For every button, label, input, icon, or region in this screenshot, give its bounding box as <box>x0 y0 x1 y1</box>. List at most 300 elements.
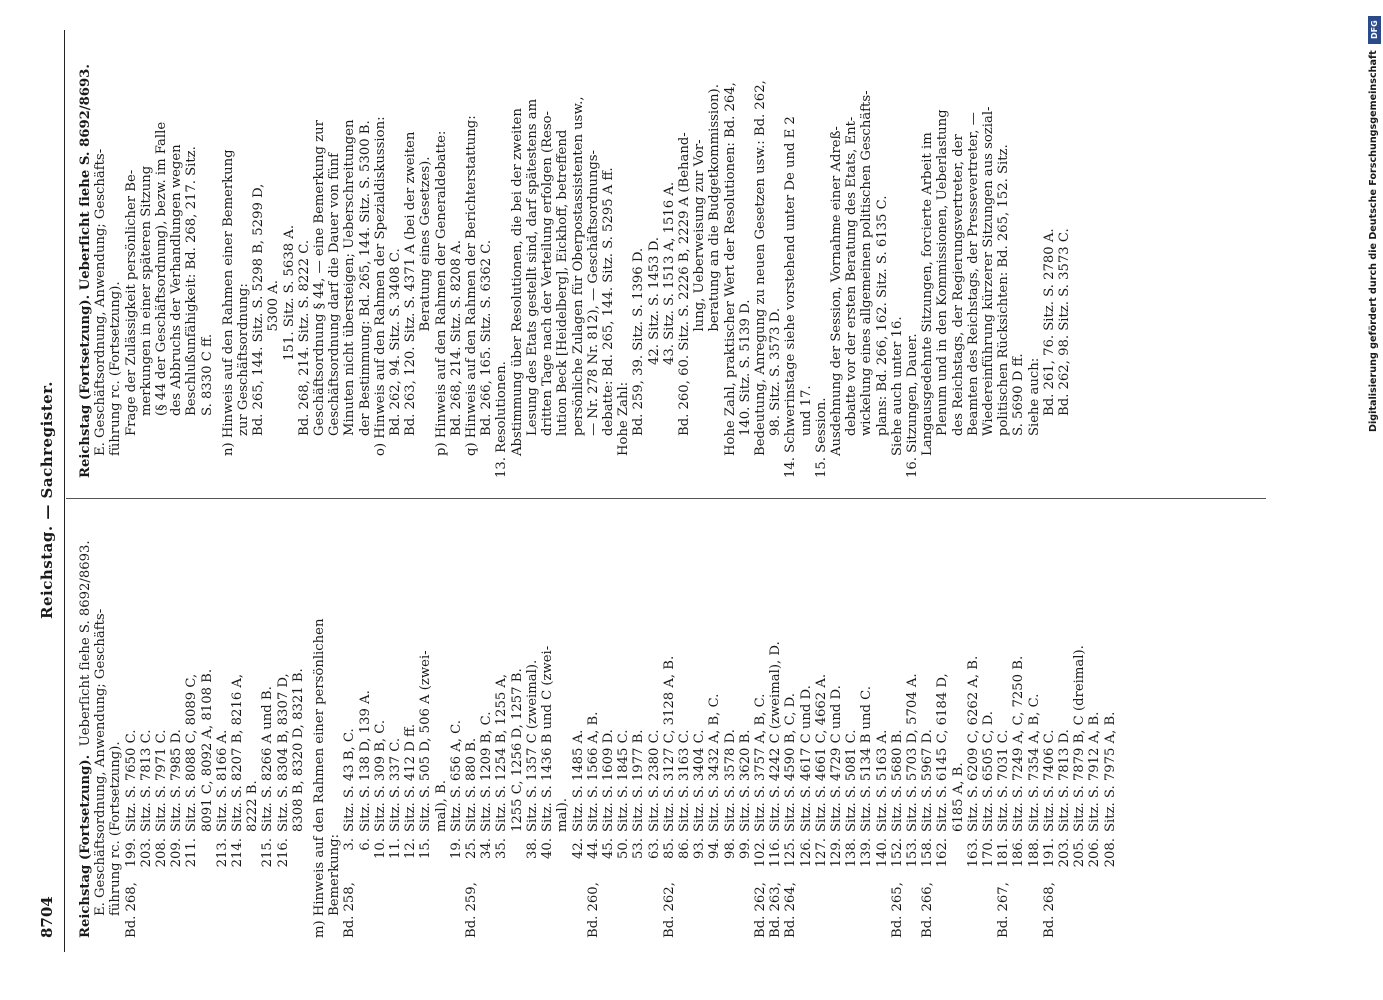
text-line: 5300 A. <box>266 280 282 386</box>
entry-ref: Sitz. S. 1357 C (zweimal). <box>524 659 540 832</box>
text-line: Siehe auch unter 16. <box>889 316 905 456</box>
text-line: 42. Sitz. S. 1453 D. <box>646 236 662 386</box>
entry-bd <box>373 874 388 938</box>
index-entry <box>814 518 829 938</box>
col2-heading-3: führung rc. (Fortsetzung). <box>108 281 124 456</box>
entry-ref: Sitz. S. 1209 B, C. <box>479 711 495 832</box>
index-entry <box>200 518 215 938</box>
index-entry <box>373 518 388 938</box>
index-entry <box>890 518 905 938</box>
entry-nr: 40. <box>540 838 556 859</box>
index-entry <box>494 518 509 938</box>
index-entry <box>388 518 403 938</box>
entry-ref: Sitz. S. 3578 D. <box>722 729 738 832</box>
page-number: 8704 <box>38 896 56 938</box>
entry-bd <box>631 874 646 938</box>
text-line: o) Hinweis auf den Rahmen der Spezialdiskussion: <box>372 116 388 456</box>
index-entry <box>276 518 291 938</box>
entry-ref: Sitz. S. 337 C. <box>388 737 404 832</box>
entry-bd <box>291 874 306 938</box>
entry-nr: 203. <box>1057 838 1072 868</box>
index-entry <box>935 518 950 938</box>
entry-bd <box>494 874 509 938</box>
entry-nr: 152. <box>889 838 905 868</box>
entry-nr: 126. <box>798 838 814 868</box>
entry-bd <box>935 874 950 938</box>
entry-ref: 6185 A, B. <box>950 762 966 832</box>
entry-nr: 138. <box>844 838 860 868</box>
index-entry <box>342 518 357 938</box>
index-entry <box>449 518 464 938</box>
entry-nr: 50. <box>616 838 632 859</box>
index-entry <box>1087 518 1102 938</box>
entry-nr: 86. <box>676 838 692 859</box>
index-entry <box>1042 518 1057 938</box>
entry-ref: Sitz. S. 7985 D. <box>169 729 185 832</box>
entry-nr: 153. <box>904 838 920 868</box>
text-line: 15. Session. <box>813 397 829 478</box>
text-line: Hohe Zahl: <box>616 381 632 456</box>
entry-nr: 12. <box>403 838 419 859</box>
entry-nr: 186. <box>1011 838 1027 868</box>
index-entry <box>418 518 433 938</box>
entry-bd: Bd. 260, <box>585 882 601 938</box>
entry-bd: Bd. 262, <box>661 882 677 938</box>
col1-heading-1: Reichstag (Fortsetzung). Ueberſicht ſiehe S. 8692/8693. <box>78 540 93 938</box>
entry-nr <box>951 832 966 874</box>
entry-ref: Sitz. S. 6209 C, 6262 A, B. <box>965 655 981 832</box>
entry-ref: 8222 B. <box>245 780 261 832</box>
entry-nr: 163. <box>965 838 981 868</box>
entry-bd <box>358 874 373 938</box>
index-entry <box>403 518 418 938</box>
entry-ref: Sitz. S. 1566 A, B. <box>585 711 601 832</box>
entry-nr: 162. <box>935 838 951 868</box>
entries-a <box>124 518 306 938</box>
entry-ref: Sitz. S. 505 D, 506 A (zwei- <box>418 650 434 832</box>
col2-heading-2: E. Geschäftsordnung, Anwendung; Geschäfts- <box>93 148 109 456</box>
text-line: der Bestimmung: Bd. 265, 144. Sitz. S. 5300 B. <box>357 120 373 436</box>
text-line: Abstimmung über Resolutionen, die bei der zweiten <box>509 108 525 456</box>
index-entry <box>215 518 230 938</box>
text-line: Bd. 266, 165. Sitz. S. 6362 C. <box>479 239 495 436</box>
text-line: lution Beck [Heidelberg], Eickhoff, betreffend <box>555 129 571 436</box>
text-line: Bd. 262, 98. Sitz. S. 3573 C. <box>1057 228 1072 416</box>
text-line: 13. Resolutionen. <box>494 361 510 478</box>
entry-nr: 116. <box>768 838 784 868</box>
index-entry <box>434 518 449 938</box>
entry-bd <box>418 874 433 938</box>
text-line: Lesung des Etats gestellt sind, darf spätestens am <box>524 98 540 436</box>
index-entry <box>139 518 154 938</box>
text-line: Frage der Zulässigkeit persönlicher Be- <box>123 169 139 436</box>
entry-nr: 6. <box>357 838 373 851</box>
entry-bd <box>601 874 616 938</box>
index-entry <box>920 518 935 938</box>
entry-ref: Sitz. S. 5134 B und C. <box>859 686 875 832</box>
text-line: 43. Sitz. S. 1513 A, 1516 A. <box>661 181 677 386</box>
index-entry <box>555 518 570 938</box>
entry-bd: Bd. 265, <box>889 882 905 938</box>
entry-ref: mal). <box>555 798 571 832</box>
index-entry <box>996 518 1011 938</box>
text-line: Bd. 260, 60. Sitz. S. 2226 B, 2229 A (Behand- <box>676 132 692 436</box>
entry-bd: Bd. 263, <box>768 882 784 938</box>
header-rule <box>64 30 65 952</box>
entry-bd: Bd. 268, <box>123 882 139 938</box>
index-entry <box>184 518 199 938</box>
entry-ref: Sitz. S. 7249 A, C, 7250 B. <box>1011 655 1027 832</box>
entry-bd <box>571 874 586 938</box>
entry-nr: 140. <box>874 838 890 868</box>
text-line: Beamten des Reichstags, der Pressevertreter, — <box>965 112 981 436</box>
text-line: debatte: Bd. 265, 144. Sitz. S. 5295 A ff. <box>600 167 616 436</box>
entry-nr: 208. <box>1102 838 1118 868</box>
entry-bd: Bd. 258, <box>342 882 358 938</box>
text-line: Beschlußunfähigkeit: Bd. 268, 217. Sitz. <box>184 146 200 416</box>
entry-nr: 208. <box>154 838 170 868</box>
entry-nr <box>291 832 306 874</box>
col2-heading-1: Reichstag (Fortsetzung). Ueberſicht ſiehe S. 8692/8693. <box>78 64 93 478</box>
text-line: 14. Schwerinstage siehe vorstehend unter De und E 2 <box>783 116 799 478</box>
entry-nr: 44. <box>585 838 601 859</box>
entry-nr <box>245 832 260 874</box>
text-line: 98. Sitz. S. 3573 D. <box>768 307 784 436</box>
entry-ref: Sitz. S. 1254 B, 1255 A, <box>494 673 510 832</box>
text-line: politischen Rücksichten: Bd. 265, 152. Sitz. <box>996 144 1012 436</box>
entry-ref: Sitz. S. 309 B, C. <box>372 719 388 832</box>
entry-nr: 11. <box>388 838 404 859</box>
entry-bd <box>1011 874 1026 938</box>
entry-bd <box>814 874 829 938</box>
entry-ref: Sitz. S. 4729 C und D. <box>828 685 844 832</box>
entry-bd <box>525 874 540 938</box>
entry-bd <box>540 874 555 938</box>
text-line: beratung an die Budgetkommission). <box>707 84 723 386</box>
text-line: Siehe auch: <box>1026 357 1042 436</box>
entry-ref: mal), B. <box>433 780 449 832</box>
text-line: Beratung eines Gesetzes). <box>418 156 434 386</box>
entry-nr: 199. <box>123 838 139 868</box>
entry-ref: Sitz. S. 8266 A und B. <box>260 686 276 832</box>
page-header <box>40 0 66 1000</box>
text-line: Bd. 259, 39. Sitz. S. 1396 D. <box>631 247 647 436</box>
left-column <box>78 518 1118 938</box>
text-line: Bd. 268, 214. Sitz. S. 8222 C. <box>296 239 312 436</box>
index-entry <box>905 518 920 938</box>
entry-ref: Sitz. S. 7975 A, B. <box>1102 711 1118 832</box>
entry-nr: 127. <box>813 838 829 868</box>
text-line: dritten Tage nach der Verteilung erfolgen (Reso- <box>540 111 556 436</box>
entry-nr: 170. <box>980 838 996 868</box>
index-entry <box>799 518 814 938</box>
entry-ref: Sitz. S. 5967 D. <box>920 729 936 832</box>
entry-bd <box>616 874 631 938</box>
index-entry <box>859 518 874 938</box>
col1-heading-3: führung rc. (Fortsetzung). <box>108 741 124 916</box>
entry-ref: Sitz. S. 4242 C (zweimal), D. <box>768 641 784 832</box>
entry-nr: 42. <box>570 838 586 859</box>
entry-ref: Sitz. S. 1977 B. <box>631 729 647 832</box>
entry-nr: 15. <box>418 838 434 859</box>
entry-ref: Sitz. S. 8088 C, 8089 C, <box>184 673 200 832</box>
entry-nr: 102. <box>752 838 768 868</box>
entry-bd <box>184 874 199 938</box>
index-entry <box>260 518 275 938</box>
index-entry <box>707 518 722 938</box>
entry-bd <box>200 874 215 938</box>
text-line: Ausdehnung der Session, Vornahme einer Adreß- <box>828 126 844 456</box>
entry-nr <box>434 832 449 874</box>
entry-bd <box>479 874 494 938</box>
entry-ref: Sitz. S. 4661 C, 4662 A. <box>813 673 829 832</box>
entry-ref: Sitz. S. 3163 C. <box>676 729 692 832</box>
entry-nr: 10. <box>372 838 388 859</box>
entry-nr: 203. <box>138 838 154 868</box>
entry-bd <box>799 874 814 938</box>
entry-ref: Sitz. S. 7879 B, C (dreimal). <box>1072 645 1088 832</box>
entry-nr: 215. <box>260 838 276 868</box>
text-line: n) Hinweis auf den Rahmen einer Bemerkung <box>220 149 236 456</box>
entry-bd <box>738 874 753 938</box>
index-entry <box>844 518 859 938</box>
entry-bd: Bd. 268, <box>1041 882 1057 938</box>
entry-ref: Sitz. S. 412 D ff. <box>403 723 419 832</box>
index-entry <box>230 518 245 938</box>
entry-ref: Sitz. S. 5081 C. <box>844 729 860 832</box>
entry-bd: Bd. 266, <box>920 882 936 938</box>
entry-ref: Sitz. S. 7650 C. <box>123 729 139 832</box>
text-line: Hohe Zahl, praktischer Wert der Resolutionen: Bd. 264, <box>722 82 738 456</box>
text-line: — Nr. 278 Nr. 812), — Geschäftsordnungs- <box>585 149 601 436</box>
index-entry <box>768 518 783 938</box>
index-entry <box>966 518 981 938</box>
entry-bd <box>510 874 525 938</box>
entry-bd <box>723 874 738 938</box>
dfg-logo: DFG <box>1368 16 1381 44</box>
text-line: des Reichstags, der Regierungsvertreter, der <box>950 134 966 436</box>
entry-nr: 94. <box>707 838 723 859</box>
entry-nr: 181. <box>996 838 1012 868</box>
text-line: S. 8330 C ff. <box>199 333 215 416</box>
entry-bd <box>677 874 692 938</box>
entry-bd <box>154 874 169 938</box>
index-entry <box>1072 518 1087 938</box>
entry-nr: 53. <box>631 838 647 859</box>
index-entry <box>601 518 616 938</box>
index-entry <box>981 518 996 938</box>
index-entry <box>738 518 753 938</box>
entry-bd <box>434 874 449 938</box>
entry-ref: Sitz. S. 3127 C, 3128 A, B. <box>661 655 677 832</box>
entry-ref: Sitz. S. 7813 D. <box>1057 729 1072 832</box>
entry-ref: Sitz. S. 6505 C, D. <box>980 711 996 832</box>
index-entry <box>631 518 646 938</box>
entry-ref: Sitz. S. 43 B, C. <box>342 728 358 832</box>
entry-ref: Sitz. S. 2380 C. <box>646 729 662 832</box>
text-line: des Abbruchs der Verhandlungen wegen <box>169 144 185 416</box>
entry-nr: 85. <box>661 838 677 859</box>
text-line: Geschäftsordnung darf die Dauer von fünf <box>327 153 343 436</box>
entry-ref: Sitz. S. 6145 C, 6184 D, <box>935 673 951 832</box>
entry-bd <box>215 874 230 938</box>
entry-nr <box>555 832 570 874</box>
entry-ref: Sitz. S. 3404 C. <box>692 729 708 832</box>
entry-nr: 25. <box>464 838 480 859</box>
entry-nr: 206. <box>1087 838 1103 868</box>
entry-ref: Sitz. S. 8207 B, 8216 A, <box>230 673 246 832</box>
index-entry <box>677 518 692 938</box>
index-entry <box>525 518 540 938</box>
text-line: zur Geschäftsordnung: <box>236 283 252 436</box>
index-entry <box>358 518 373 938</box>
index-entry <box>951 518 966 938</box>
entry-nr: 209. <box>169 838 185 868</box>
entry-bd <box>829 874 844 938</box>
index-entry <box>124 518 139 938</box>
running-title: Reichstag. — Sachregister. <box>38 381 56 619</box>
entry-bd <box>276 874 291 938</box>
text-line: Bd. 263, 120. Sitz. S. 4371 A (bei der zweiten <box>403 131 419 436</box>
entry-bd <box>707 874 722 938</box>
entry-nr: 38. <box>524 838 540 859</box>
entry-nr <box>200 832 215 874</box>
index-entry <box>829 518 844 938</box>
entry-ref: 8091 C, 8092 A, 8108 B. <box>199 668 215 832</box>
index-entry <box>540 518 555 938</box>
entry-nr: 191. <box>1041 838 1057 868</box>
entry-nr: 35. <box>494 838 510 859</box>
index-entry <box>245 518 260 938</box>
entry-ref: Sitz. S. 3620 B. <box>737 729 753 832</box>
text-line: Bd. 261, 76. Sitz. S. 2780 A. <box>1041 228 1057 416</box>
entry-nr: 3. <box>342 838 358 851</box>
index-entry <box>783 518 798 938</box>
right-column <box>78 58 1072 478</box>
entry-bd <box>844 874 859 938</box>
text-line: 151. Sitz. S. 5638 A. <box>281 224 297 386</box>
index-entry <box>291 518 306 938</box>
entry-bd: Bd. 264, <box>783 882 799 938</box>
entry-bd: Bd. 259, <box>464 882 480 938</box>
entry-bd <box>260 874 275 938</box>
entry-ref: Sitz. S. 7031 C. <box>996 729 1012 832</box>
entry-nr: 93. <box>692 838 708 859</box>
entry-bd <box>1103 874 1118 938</box>
text-line: Bd. 268, 214. Sitz. S. 8208 A. <box>448 240 464 436</box>
text-line: plans: Bd. 266, 162. Sitz. S. 6135 C. <box>874 195 890 436</box>
entry-nr: 188. <box>1026 838 1042 868</box>
text-line: Bd. 265, 144. Sitz. S. 5298 B, 5299 D, <box>251 183 267 436</box>
index-entry <box>571 518 586 938</box>
entry-bd <box>859 874 874 938</box>
entry-nr: 63. <box>646 838 662 859</box>
entry-ref: Sitz. S. 1485 A. <box>570 729 586 832</box>
entries-m <box>342 518 1117 938</box>
entry-nr: 214. <box>230 838 246 868</box>
entry-ref: Sitz. S. 7813 C. <box>138 729 154 832</box>
index-entry <box>662 518 677 938</box>
entry-bd <box>388 874 403 938</box>
entry-ref: Sitz. S. 7354 A, B, C. <box>1026 693 1042 832</box>
entry-ref: 8308 B, 8320 D, 8321 B. <box>290 668 306 832</box>
entry-nr: 34. <box>479 838 495 859</box>
entry-nr: 98. <box>722 838 738 859</box>
entry-ref: Sitz. S. 1436 B und C (zwei- <box>540 645 556 832</box>
digitization-credit <box>1368 8 1382 998</box>
text-line: lung, Ueberweisung zur Vor- <box>692 139 708 386</box>
entry-ref: Sitz. S. 5163 A. <box>874 729 890 832</box>
entry-bd <box>403 874 418 938</box>
entry-bd <box>139 874 154 938</box>
text-line: Wiedereinführung kürzerer Sitzungen aus sozial- <box>980 106 996 436</box>
index-entry <box>723 518 738 938</box>
index-entry <box>1103 518 1118 938</box>
entry-nr: 139. <box>859 838 875 868</box>
text-line: Bedeutung, Anregung zu neuen Gesetzen usw.: Bd. 262, <box>752 80 768 456</box>
index-entry <box>479 518 494 938</box>
index-entry <box>1027 518 1042 938</box>
entry-bd <box>1027 874 1042 938</box>
entry-bd <box>169 874 184 938</box>
index-entry <box>1057 518 1072 938</box>
text-line: S. 5690 D ff. <box>1011 353 1027 436</box>
entry-ref: Sitz. S. 5703 D, 5704 A. <box>904 673 920 832</box>
col1-heading-2: E. Geschäftsordnung, Anwendung; Geschäfts- <box>93 608 109 916</box>
entry-nr <box>510 832 525 874</box>
entry-nr: 19. <box>448 838 464 859</box>
entry-ref: Sitz. S. 656 A, C. <box>448 720 464 832</box>
index-entry <box>154 518 169 938</box>
index-entry <box>692 518 707 938</box>
entry-ref: Sitz. S. 5680 B. <box>889 729 905 832</box>
text-line: q) Hinweis auf den Rahmen der Berichterstattung: <box>464 115 480 456</box>
entry-bd <box>1072 874 1087 938</box>
entry-ref: Sitz. S. 1845 C. <box>616 729 632 832</box>
entry-bd <box>449 874 464 938</box>
text-line: 140. Sitz. S. 5139 D. <box>737 299 753 436</box>
text-line: und 17. <box>798 385 814 436</box>
entry-bd <box>905 874 920 938</box>
text-line: merkungen in einer späteren Sitzung <box>138 165 154 416</box>
text-line: p) Hinweis auf den Rahmen der Generaldebatte: <box>433 130 449 456</box>
text-line: Geschäftsordnung § 44, — eine Bemerkung zur <box>312 120 328 436</box>
index-entry <box>875 518 890 938</box>
text-line: (§ 44 der Geschäftsordnung), bezw. im Falle <box>154 121 170 416</box>
m-heading-1: m) Hinweis auf den Rahmen einer persönlichen <box>312 618 328 938</box>
text-line: Minuten nicht übersteigen; Ueberschreitungen <box>342 119 358 436</box>
text-line: 16. Sitzungen, Dauer. <box>904 333 920 478</box>
entry-nr: 125. <box>783 838 799 868</box>
entry-bd <box>692 874 707 938</box>
credit-text: Digitalisierung gefördert durch die Deutsche Forschungsgemeinschaft <box>1368 50 1379 432</box>
entry-bd <box>1087 874 1102 938</box>
entry-nr: 45. <box>600 838 616 859</box>
entry-bd: Bd. 262, <box>752 882 768 938</box>
entry-nr: 158. <box>920 838 936 868</box>
entry-nr: 213. <box>214 838 230 868</box>
entry-ref: Sitz. S. 8304 B, 8307 D, <box>275 673 291 832</box>
entry-nr: 99. <box>737 838 753 859</box>
column-divider <box>66 498 1266 499</box>
entry-bd <box>230 874 245 938</box>
entry-ref: 1255 C, 1256 D, 1257 B. <box>509 668 525 832</box>
index-entry <box>616 518 631 938</box>
index-entry <box>647 518 662 938</box>
index-entry <box>1011 518 1026 938</box>
entry-ref: Sitz. S. 7971 C. <box>154 729 170 832</box>
text-line: Plenum und in den Kommissionen, Ueberlastung <box>935 109 951 436</box>
